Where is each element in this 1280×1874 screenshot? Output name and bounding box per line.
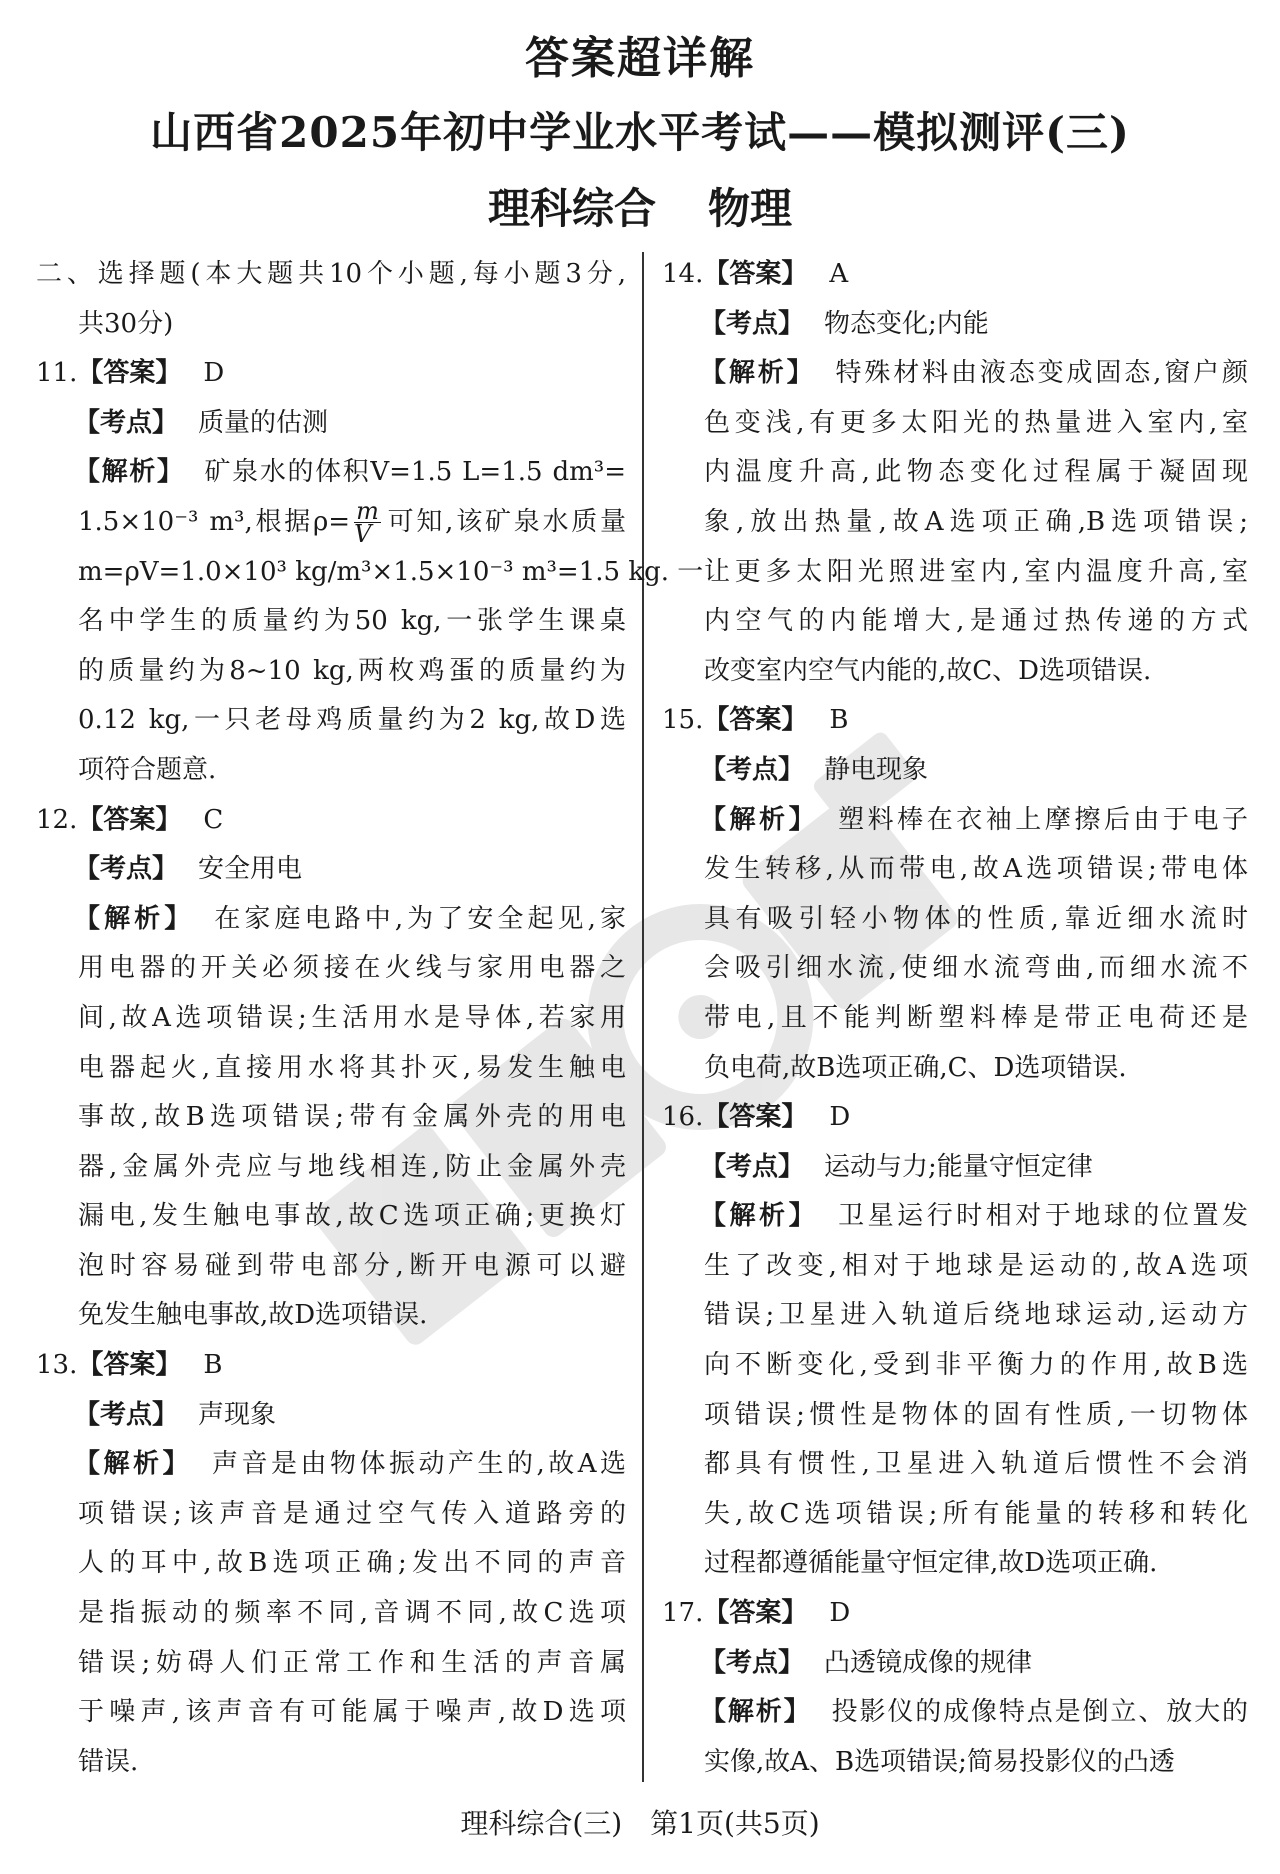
analysis-line: 向不断变化,受到非平衡力的作用,故B选: [704, 1350, 1248, 1381]
analysis-line: 项符合题意.: [78, 754, 217, 785]
analysis-line: 色变浅,有更多太阳光的热量进入室内,室: [704, 407, 1248, 438]
question-12-analysis: [36, 895, 626, 945]
question-13-answer: [36, 1341, 626, 1391]
answer-label: 【答案】: [703, 1598, 808, 1629]
analysis-line: 矿泉水的体积V=1.5 L=1.5 dm³=: [204, 457, 626, 488]
analysis-line-formula: [36, 498, 626, 548]
analysis-line: 内温度升高,此物态变化过程属于凝固现: [704, 457, 1248, 488]
point-label: 【考点】: [700, 1151, 805, 1182]
point-label: 【考点】: [74, 407, 179, 438]
analysis-line: 让更多太阳光照进室内,室内温度升高,室: [704, 556, 1248, 587]
question-15-point: [662, 746, 1248, 796]
answer-value: D: [203, 358, 225, 389]
question-number: 13.: [36, 1350, 78, 1381]
question-12-point: [36, 845, 626, 895]
point-value: 声现象: [198, 1399, 277, 1430]
page-title: 答案超详解: [525, 33, 755, 84]
subject-title: [0, 176, 1280, 236]
question-number: 16.: [662, 1102, 704, 1133]
answer-label: 【答案】: [77, 358, 182, 389]
analysis-line: 用电器的开关必须接在火线与家用电器之: [78, 953, 626, 984]
analysis-line: 象,放出热量,故A选项正确,B选项错误;: [704, 506, 1248, 537]
answer-label: 【答案】: [703, 1102, 808, 1133]
analysis-line: 间,故A选项错误;生活用水是导体,若家用: [78, 1002, 626, 1033]
column-divider: [642, 252, 644, 1782]
answer-value: B: [203, 1350, 223, 1381]
analysis-line: 会吸引细水流,使细水流弯曲,而细水流不: [704, 953, 1248, 984]
answer-label: 【答案】: [77, 1350, 182, 1381]
analysis-line: m=ρV=1.0×10³ kg/m³×1.5×10⁻³ m³=1.5 kg. 一: [78, 556, 704, 587]
analysis-line: 器,金属外壳应与地线相连,防止金属外壳: [78, 1151, 626, 1182]
analysis-line: 免发生触电事故,故D选项错误.: [78, 1300, 428, 1331]
question-11-point: [36, 399, 626, 449]
fraction-numerator: m: [356, 497, 379, 526]
analysis-label: 【解析】: [74, 1449, 192, 1480]
point-value: 安全用电: [198, 854, 303, 885]
analysis-line: 名中学生的质量约为50 kg,一张学生课桌: [78, 606, 626, 637]
analysis-line: 失,故C选项错误;所有能量的转移和转化: [704, 1498, 1248, 1529]
density-fraction: [354, 497, 381, 549]
analysis-line: 卫星运行时相对于地球的位置发: [838, 1201, 1248, 1232]
section-heading: 二、选择题(本大题共10个小题,每小题3分,: [36, 259, 626, 289]
analysis-label: 【解析】: [700, 1201, 819, 1232]
analysis-line: 漏电,发生触电事故,故C选项正确;更换灯: [78, 1201, 626, 1232]
analysis-line: 带电,且不能判断塑料棒是带正电荷还是: [704, 1002, 1248, 1033]
analysis-line: 电器起火,直接用水将其扑灭,易发生触电: [78, 1052, 626, 1083]
point-label: 【考点】: [74, 854, 179, 885]
point-value: 质量的估测: [198, 407, 329, 438]
analysis-line: 0.12 kg,一只老母鸡质量约为2 kg,故D选: [78, 705, 626, 736]
analysis-line: 在家庭电路中,为了安全起见,家: [214, 903, 626, 934]
answer-value: B: [829, 705, 849, 736]
analysis-line: 塑料棒在衣袖上摩擦后由于电子: [838, 804, 1248, 835]
page-footer: 理科综合(三) 第1页(共5页): [460, 1807, 820, 1840]
question-13-analysis: [36, 1440, 626, 1490]
analysis-line: 生了改变,相对于地球是运动的,故A选项: [704, 1250, 1248, 1281]
point-value: 运动与力;能量守恒定律: [824, 1151, 1093, 1182]
analysis-line: 错误;妨碍人们正常工作和生活的声音属: [78, 1647, 626, 1678]
analysis-label: 【解析】: [700, 804, 819, 835]
analysis-label: 【解析】: [700, 1697, 812, 1728]
analysis-line: 是指振动的频率不同,音调不同,故C选项: [78, 1598, 626, 1629]
question-number: 11.: [36, 358, 78, 389]
analysis-label: 【解析】: [74, 457, 185, 488]
exam-title: 山西省2025年初中学业水平考试——模拟测评(三): [150, 108, 1130, 157]
question-11-answer: [36, 349, 626, 399]
formula-text-a: 1.5×10⁻³ m³,根据ρ=: [78, 506, 351, 537]
analysis-line: 都具有惯性,卫星进入轨道后惯性不会消: [704, 1449, 1248, 1480]
question-17-answer: [662, 1589, 1248, 1639]
analysis-line: 人的耳中,故B选项正确;发出不同的声音: [78, 1548, 626, 1579]
question-15-analysis: [662, 796, 1248, 846]
question-17-analysis: [662, 1688, 1248, 1738]
analysis-line: 发生转移,从而带电,故A选项错误;带电体: [704, 854, 1248, 885]
answer-value: A: [829, 259, 849, 289]
question-16-analysis: [662, 1192, 1248, 1242]
answer-label: 【答案】: [77, 804, 182, 835]
point-value: 凸透镜成像的规律: [824, 1647, 1033, 1678]
analysis-line: 泡时容易碰到带电部分,断开电源可以避: [78, 1250, 626, 1281]
analysis-line: 实像,故A、B选项错误;简易投影仪的凸透: [704, 1746, 1175, 1777]
point-label: 【考点】: [700, 1647, 805, 1678]
question-number: 15.: [662, 705, 704, 736]
analysis-line: 事故,故B选项错误;带有金属外壳的用电: [78, 1102, 626, 1133]
question-17-point: [662, 1639, 1248, 1689]
subject-b: 物理: [708, 184, 793, 233]
question-12-answer: [36, 796, 626, 846]
point-value: 静电现象: [824, 754, 929, 785]
answer-label: 【答案】: [703, 705, 808, 736]
answer-value: D: [829, 1102, 851, 1133]
right-column: [662, 250, 1248, 1787]
question-13-point: [36, 1391, 626, 1441]
analysis-label: 【解析】: [700, 358, 816, 389]
point-label: 【考点】: [700, 754, 805, 785]
analysis-line: 项错误;该声音是通过空气传入道路旁的: [78, 1498, 626, 1529]
analysis-line: 过程都遵循能量守恒定律,故D选项正确.: [704, 1548, 1158, 1579]
analysis-line: 改变室内空气内能的,故C、D选项错误.: [704, 655, 1152, 686]
answer-value: C: [203, 804, 224, 835]
question-14-point: [662, 300, 1248, 350]
analysis-line: 声音是由物体振动产生的,故A选: [212, 1449, 626, 1480]
question-number: 17.: [662, 1598, 704, 1629]
fraction-denominator: V: [354, 520, 372, 549]
point-label: 【考点】: [74, 1399, 179, 1430]
analysis-line: 于噪声,该声音有可能属于噪声,故D选项: [78, 1697, 626, 1728]
section-heading-cont: 共30分): [78, 308, 174, 339]
analysis-line: 的质量约为8~10 kg,两枚鸡蛋的质量约为: [78, 655, 626, 686]
analysis-line: 内空气的内能增大,是通过热传递的方式: [704, 606, 1248, 637]
question-14-analysis: [662, 349, 1248, 399]
question-14-answer: [662, 250, 1248, 300]
answer-value: D: [829, 1598, 851, 1629]
analysis-line: 负电荷,故B选项正确,C、D选项错误.: [704, 1052, 1127, 1083]
question-16-answer: [662, 1093, 1248, 1143]
subject-a: 理科综合: [487, 184, 656, 233]
question-15-answer: [662, 696, 1248, 746]
point-value: 物态变化;内能: [824, 308, 989, 339]
analysis-line: 错误.: [78, 1746, 139, 1777]
analysis-line: 具有吸引轻小物体的性质,靠近细水流时: [704, 903, 1248, 934]
analysis-line: 项错误;惯性是物体的固有性质,一切物体: [704, 1399, 1248, 1430]
analysis-line: 投影仪的成像特点是倒立、放大的: [831, 1697, 1248, 1728]
question-number: 14.: [662, 259, 704, 289]
answer-label: 【答案】: [703, 259, 808, 289]
question-number: 12.: [36, 804, 78, 835]
point-label: 【考点】: [700, 308, 805, 339]
question-11-analysis: [36, 448, 626, 498]
analysis-line: 特殊材料由液态变成固态,窗户颜: [835, 358, 1248, 389]
question-16-point: [662, 1143, 1248, 1193]
analysis-label: 【解析】: [74, 903, 195, 934]
analysis-line: 错误;卫星进入轨道后绕地球运动,运动方: [704, 1300, 1248, 1331]
formula-text-b: 可知,该矿泉水质量: [384, 506, 627, 537]
